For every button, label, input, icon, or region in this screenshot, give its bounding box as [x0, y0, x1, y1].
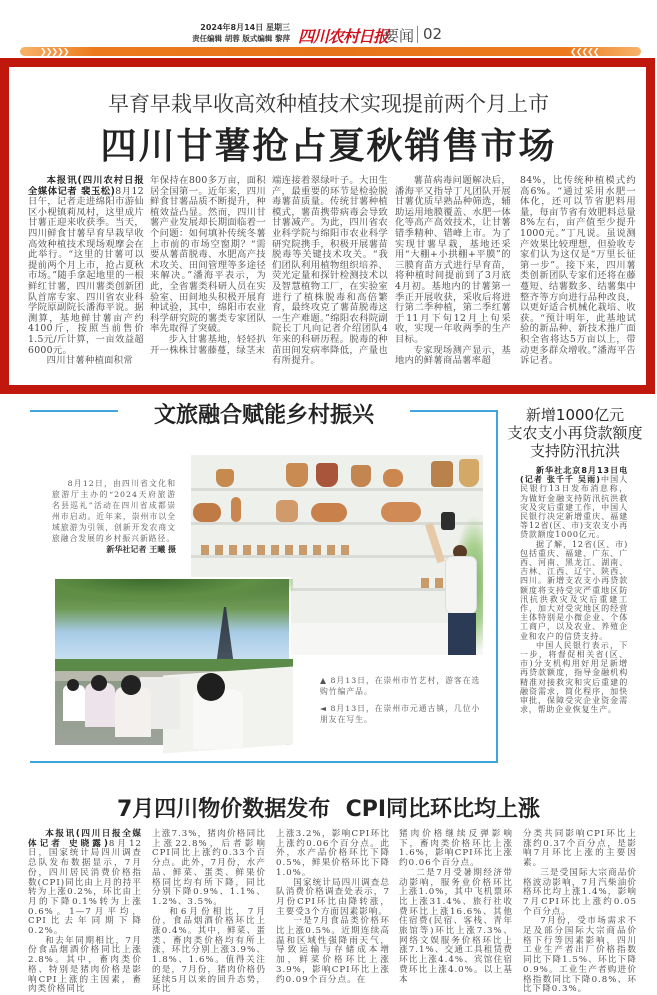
- paragraph: 84%，比传统种植模式约高6%。“通过采用水肥一体化，还可以节省肥料用量，每亩节省有效肥料总量8%左右，亩产值至少提升1000元。”丁凡说。虽说测产效果比较理想，但验收专家们认为这仅是“万里长征第一步”。接下来，四川薯类创新团队专家们还将在藤蔓短、结薯数多、结薯集中整齐等方向进行品种改良，以更好适合机械化栽培、收获。“预计明年，此基地试验的新品种、新技术推广面积全省将达5万亩以上，带动更多群众增收。”潘海平告诉记者。: [520, 175, 636, 367]
- paragraph: 上涨3.2%，影响CPI环比上涨约0.06个百分点。此外，水产品价格环比下降0.5%，鲜果价格环比下降1.0%。: [276, 829, 390, 878]
- newspaper-logo: 四川农村日报: [298, 27, 389, 46]
- cpi-article-headline: 7月四川物价数据发布 CPI同比环比均上涨: [116, 797, 541, 822]
- editor-credits: 责任编辑 胡蓉 版式编辑 黎萍: [192, 34, 290, 43]
- photo-caption-top: ▲ 8月13日，在崇州市竹艺村，游客在选购竹编产品。: [320, 676, 481, 696]
- sidebar-article-body: [520, 466, 628, 766]
- sidebar-title-line-2: 支农支小再贷款额度: [507, 424, 643, 442]
- children-sketching-photo: [53, 577, 291, 747]
- paragraph: 一是7月食品类价格环比上涨0.5%。近期连续高温和区域性强降雨天气，导致运输与存储成本增加，鲜菜价格环比上涨3.9%，影响CPI环比上涨约0.09个百分点。在: [276, 916, 390, 985]
- sidebar-title-line-1: 新增1000亿元: [525, 406, 625, 424]
- paragraph: 上涨7.3%，猪肉价格同比上涨22.8%，后者影响CPI同比上涨约0.33个百分点。此外，7月份，水产品、鲜菜、蛋类、鲜果价格同比均有所下降，同比分别下降0.9%、1.1%、1.2%、3.5%。: [152, 829, 266, 907]
- wheat-ornament-left-icon: ❯❯❯❯❯: [40, 47, 69, 56]
- paragraph: 中国人民银行表示，下一步，将督促相关省(区、市)分支机构用好用足新增再贷款额度，指导金融机构精准对接救灾和灾后重建的融资需求，简化程序，加快审批，保障受灾企业资金需求，帮助企业恢复生产。: [520, 640, 628, 715]
- cpi-article-column-5: [523, 829, 637, 995]
- paragraph: 7月份，受市场需求不足及部分国际大宗商品价格下行等因素影响，四川工业生产者出厂价格指数同比下降1.5%、环比下降0.9%。工业生产者购进价格指数同比下降0.8%、环比下降0.3%。: [523, 916, 637, 995]
- camera-in-photo: [441, 512, 455, 530]
- photo-feature-caption: 8月12日，由四川省文化和旅游厅主办的“2024天府旅游名县巡礼”活动在四川省成都崇州市启动。近年来，崇州市以全域旅游为引领，创新开发农商文旅融合发展的乡村振兴新路径。: [52, 479, 176, 543]
- paragraph: 和去年同期相比，7月份食品烟酒价格同比上涨2.8%。其中，畜肉类价格、特别是猪肉价格是影响CPI上涨的主因素，畜肉类价格同比: [28, 935, 142, 995]
- paragraph: 四川甘薯种植面积常: [46, 355, 133, 367]
- lead-article-headline: 四川甘薯抢占夏秋销售市场: [100, 126, 557, 167]
- paragraph: [28, 830, 142, 937]
- cpi-article-column-4: [399, 829, 513, 985]
- cpi-article-column-3: [276, 829, 390, 985]
- page-number: 02: [423, 25, 443, 43]
- paragraph: 分类共同影响CPI环比上涨约0.37个百分点，是影响7月环比上涨的主要因素。: [523, 829, 637, 869]
- cpi-article-column-2: [152, 829, 266, 995]
- dateline: 新华社北京8月13日电(记者 张千千 吴雨): [520, 466, 628, 485]
- lead-article-column-4: [395, 176, 511, 385]
- paragraph: 端连接着翠绿叶子。大田生产，最重要的环节是检验脱毒薯苗质量。传统甘薯种植模式，薯苗携带病毒会导致甘薯减产。为此，四川省农业科学院与绵阳市农业科学研究院携手，积极开展薯苗脱毒等关键技术攻关。“我们团队利用植物组织培养、荧光定量和探针检测技术以及智慧植物工厂，在实验室进行了植株脱毒和高倍繁育，最终攻克了薯苗脱毒这一生产难题。”绵阳农科院副院长丁凡向记者介绍团队4年来的科研历程。脱毒的种苗田间发病率降低，产量也有所提升。: [272, 175, 388, 367]
- header-orange-band: [20, 47, 641, 56]
- paragraph-text: 8月12日午，记者走进绵阳市游仙区小枧镇莉凤村，这里成片甘薯正迎来收获季。当天，四川鲜食甘薯早育早栽早收高效种植技术现场观摩会在此举行。“这里的甘薯可以提前两个月上市，抢占夏秋市场。”随手拿起地里的一根鲜红甘薯，四川薯类创新团队首席专家、四川省农业科学院原副院长潘海平说。据测算，基地鲜甘薯亩产约4100斤，按照当前售价1.5元/斤计算，一亩效益超6000元。: [28, 185, 144, 356]
- paragraph: 和6月份相比，7月份，食品烟酒价格环比上涨0.4%。其中，鲜菜、蛋类、畜肉类价格均有所上涨，环比分别上涨3.9%、1.8%、1.6%。值得关注的是，7月份，猪肉价格仍延续5月以来的回升态势，环比: [152, 906, 266, 995]
- cpi-article-column-1: [28, 829, 143, 995]
- paragraph: [28, 176, 144, 356]
- lead-article-kicker: 早育早栽早收高效种植技术实现提前两个月上市: [108, 92, 549, 116]
- paragraph-text: 8月12日，国家统计局四川调查总队发布数据显示，7月份，四川居民消费价格指数(CPI)同比由上月的持平转为上涨0.2%，环比由上月的下降0.1%转为上涨0.6%。1—7月平均，CPI比去年同期下降0.2%。: [28, 838, 143, 937]
- byline: 本报讯(四川日报全媒体记者 史晓露): [28, 829, 142, 849]
- issue-date: 2024年8月14日 星期三: [200, 23, 290, 32]
- paragraph-text: 中国人民银行13日发布消息称，为做好金融支持防汛抗洪救灾及灾后重建工作，中国人民银行决定新增重庆、福建等12省(区、市)支农支小再贷款额度1000亿元。: [520, 475, 628, 540]
- photo-feature-title: 文旅融合赋能乡村振兴: [118, 398, 410, 429]
- photo-caption-left: ◄ 8月13日，在崇州市元通古镇，几位小朋友在写生。: [320, 704, 481, 724]
- paragraph: 步入甘薯基地，轻轻扒开一株株甘薯藤蔓，绿茎末: [150, 333, 266, 356]
- paragraph: 二是7月受暑期经济带动影响，服务业价格环比上涨1.0%，其中飞机票环比上涨31.4%、旅行社收费环比上涨16.6%、其他住宿费(民宿、客栈、青年旅馆等)环比上涨7.3%、网络文娱服务价格环比上涨7.1%、交通工具租赁费环比上涨4.4%、宾馆住宿费环比上涨4.0%。以上基本: [399, 867, 513, 985]
- wheat-ornament-right-icon: ❮❮❮❮❮: [570, 47, 599, 56]
- paragraph: 专家现场测产显示，基地内的鲜薯商品薯率超: [395, 344, 511, 367]
- paragraph: 猪肉价格继续反弹影响下，畜肉类价格环比上涨1.6%，影响CPI环比上涨约0.06个百分点。: [399, 829, 513, 869]
- lead-article-column-2: [150, 176, 266, 385]
- lead-article-column-3: [272, 176, 388, 385]
- photo-credit: 新华社记者 王曦 摄: [106, 545, 176, 554]
- paragraph: 国家统计局四川调查总队消费价格调查处表示，7月份CPI环比由降转涨，主要受3个方面因素影响。: [276, 877, 390, 917]
- section-name: 要闻: [384, 27, 415, 45]
- byline: 本报讯(四川农村日报全媒体记者 裴玉松): [28, 175, 144, 197]
- frame-top-left-rule: [30, 410, 118, 412]
- sidebar-title-line-3: 支持防汛抗洪: [529, 442, 620, 460]
- section-divider: [417, 26, 418, 43]
- paragraph: 据了解，12省(区、市)包括重庆、福建、广东、广西、河南、黑龙江、湖南、吉林、江西、辽宁、陕西、四川。新增支农支小再贷款额度将支持受灾严重地区防汛抗洪救灾及灾后重建工作，加大对受灾地区的经营主体特别是小微企业、个体工商户，以及农业、养殖企业和农户的信贷支持。: [520, 539, 628, 641]
- paragraph: 三是受国际大宗商品价格波动影响，7月汽柴油价格环比均上涨1.4%，影响7月CPI环比上涨约0.05个百分点。: [523, 867, 637, 917]
- lead-article-column-5: [520, 176, 636, 385]
- paragraph: 年保持在800多万亩，面积居全国第一。近年来，四川鲜食甘薯品质不断提升，种植效益凸显。然而，四川甘薯产业发展却长期面临着一个问题：如何填补传统冬薯上市前的市场空窗期？“需要从薯苗脱毒、水肥高产技术攻关、田间管理等多途径来解决。”潘海平表示，为此，全省薯类科研人员在实验室、田间地头积极开展育种试验，其中，绵阳市农业科学研究院的薯类专家团队率先取得了突破。: [150, 175, 266, 335]
- paragraph: 薯苗病毒问题解决后，潘海平又指导丁凡团队开展甘薯优质早熟品种筛选，辅助运用地膜覆盖、水肥一体化等高产高效技术，让甘薯错季精种、错峰上市。为了实现甘薯早栽，基地还采用“大棚+小拱棚+平膜”的三膜育苗方式进行早育苗，将种植时间提前到了3月底4月初。基地内的甘薯第一季正开展收获，采收后将进行第二季种植，第二季红薯于11月下旬12月上旬采收，实现一年收两季的生产目标。: [395, 175, 511, 345]
- paragraph: [520, 466, 628, 540]
- lead-article-column-1: [28, 176, 144, 385]
